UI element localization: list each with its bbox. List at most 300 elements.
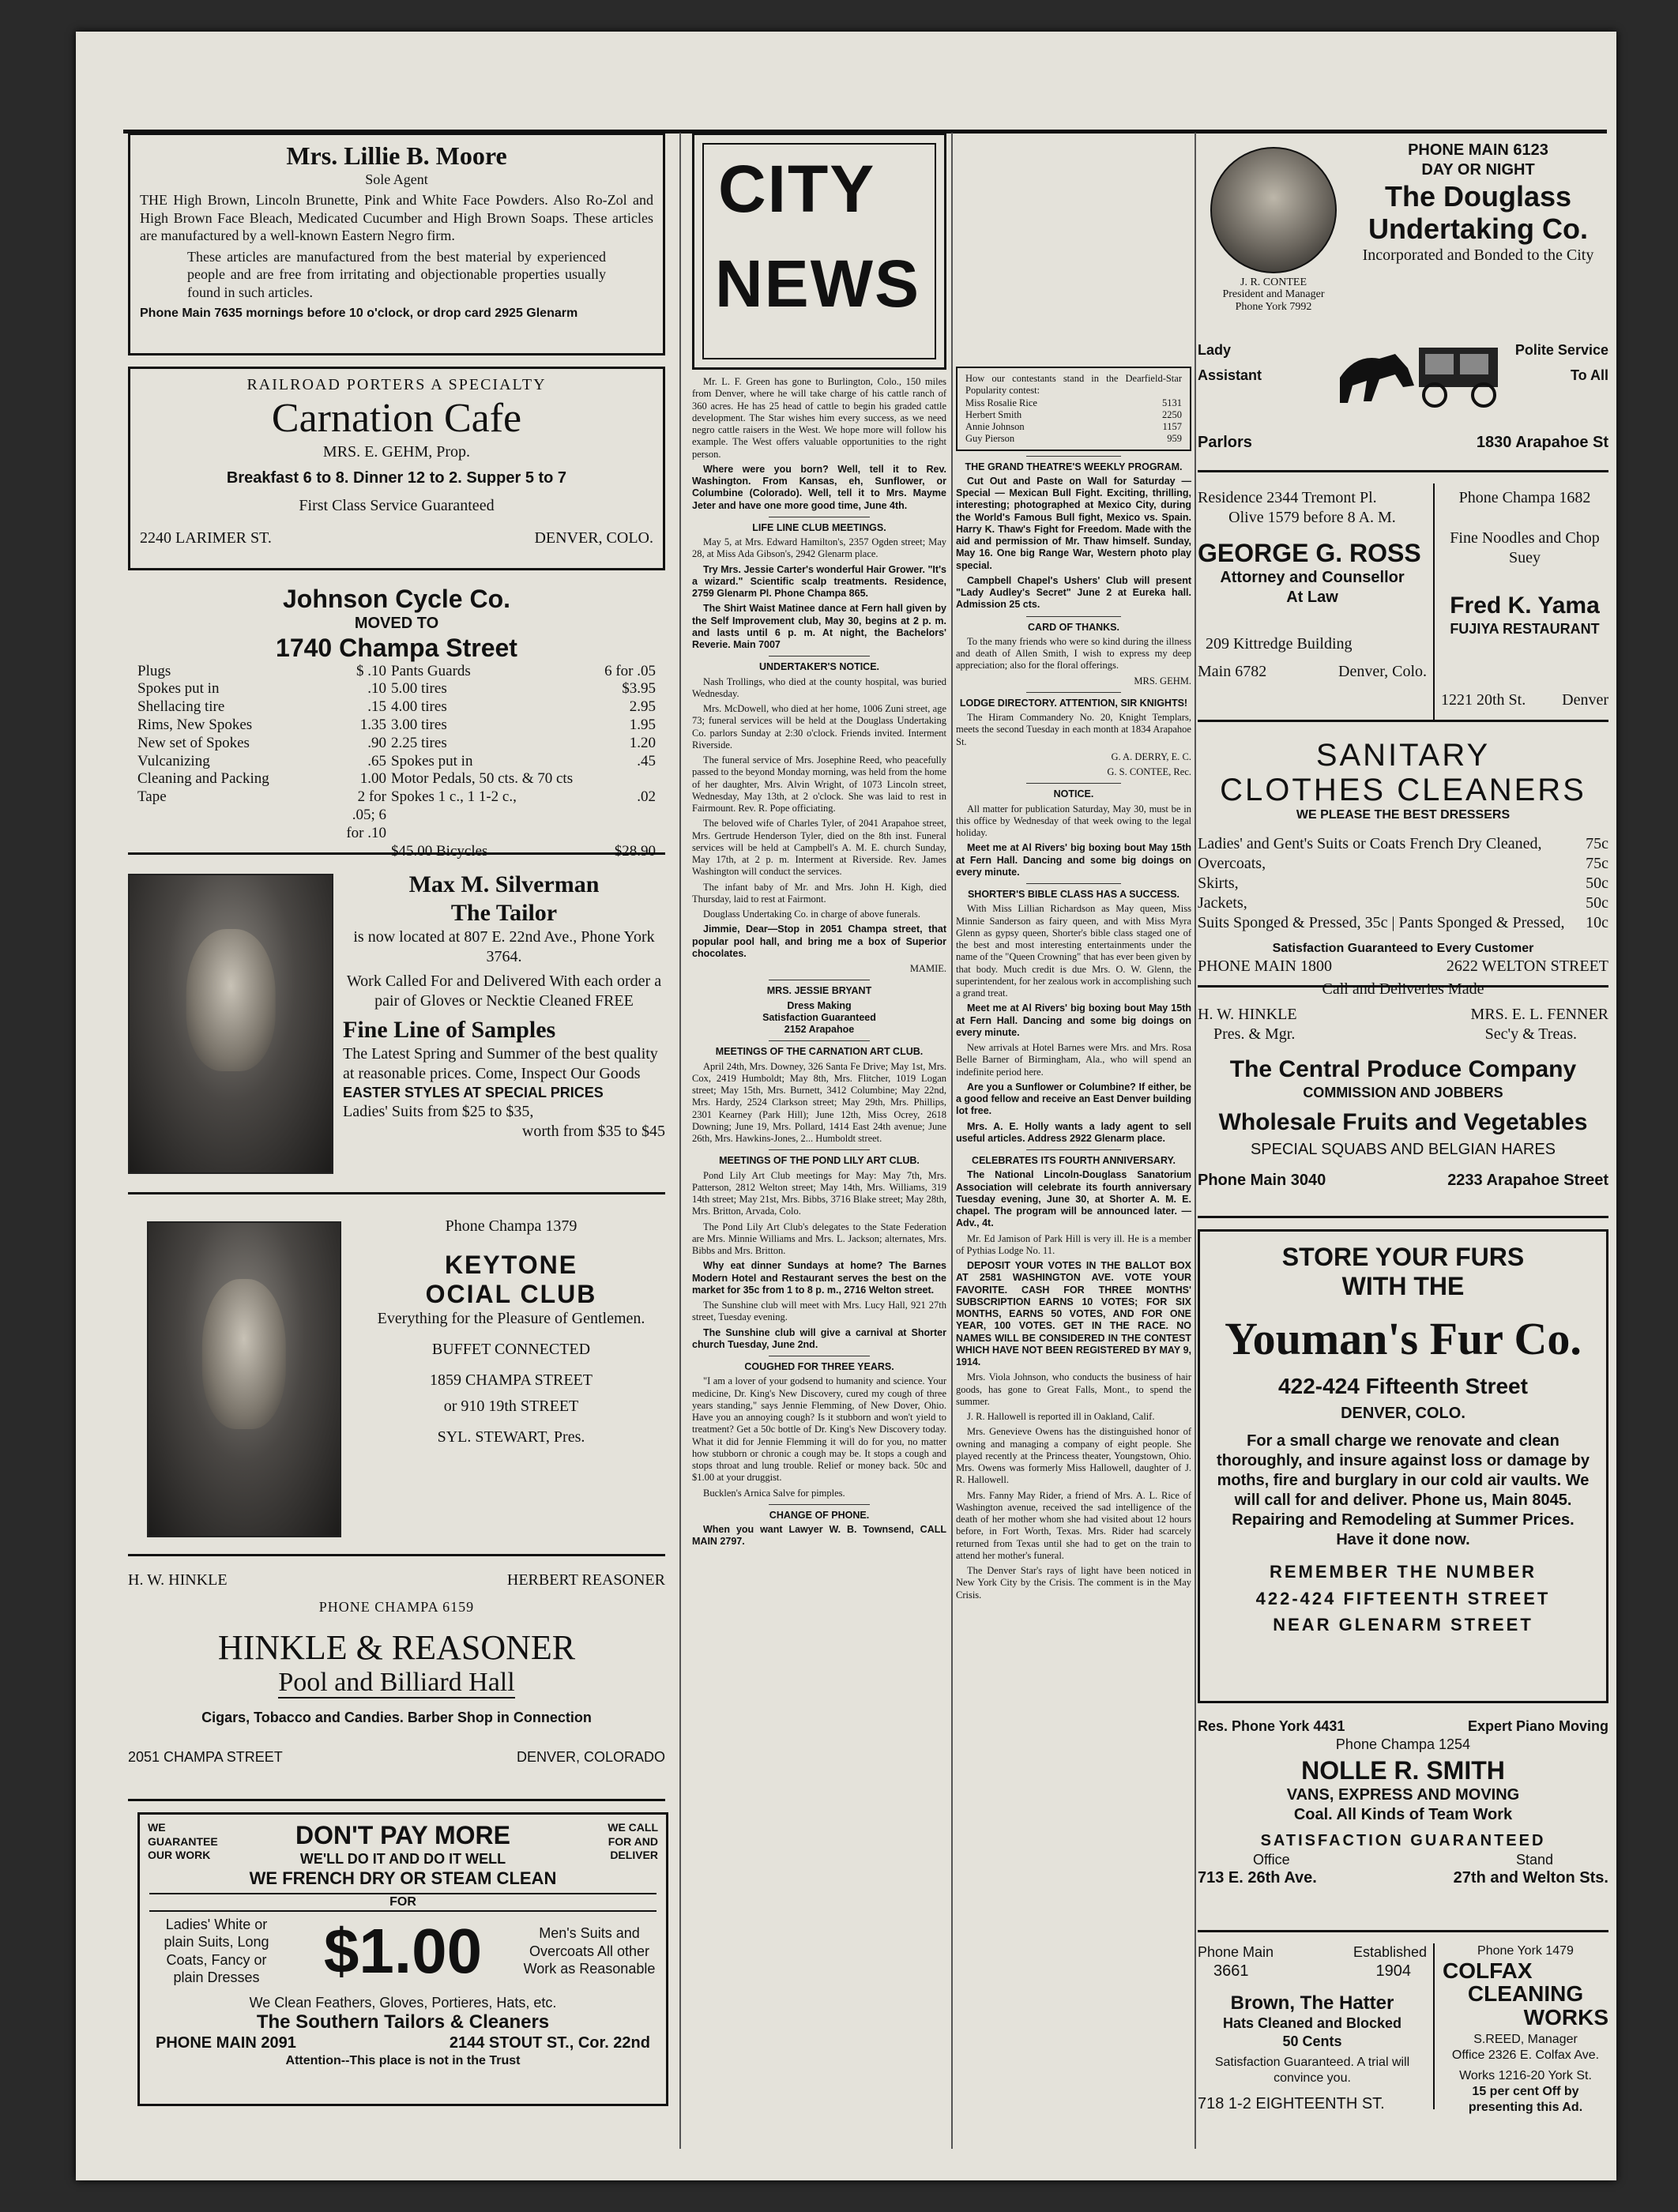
news-heading: LODGE DIRECTORY. ATTENTION, SIR KNIGHTS!: [959, 697, 1188, 709]
keytone-portrait: [147, 1221, 341, 1537]
hinkle-city: DENVER, COLORADO: [516, 1749, 665, 1765]
ross-attorney: Attorney and Counsellor: [1220, 568, 1405, 586]
news-item: Meet me at Al Rivers' big boxing bout May 15th at Fern Hall. Dancing and some big doings on every minute.: [956, 1003, 1191, 1038]
produce-address: 2233 Arapahoe Street: [1447, 1171, 1608, 1189]
douglass-incorporated: Incorporated and Bonded to the City: [1362, 246, 1594, 264]
southern-for: FOR: [149, 1893, 657, 1912]
ross-name: GEORGE G. ROSS: [1198, 539, 1421, 567]
southern-feathers: We Clean Feathers, Gloves, Portieres, Hats, etc.: [249, 1994, 557, 2011]
douglass-parlors: Parlors: [1198, 434, 1252, 451]
silverman-location: is now located at 807 E. 22nd Ave., Phone York 3764.: [353, 928, 655, 965]
brown-phone: Phone Main: [1198, 1944, 1274, 1960]
douglass-name-1: The Douglass: [1384, 180, 1572, 213]
news-item: The Denver Star's rays of light have been noticed in New York City by the Crisis. The comment is in the May Crisis.: [956, 1565, 1191, 1601]
sanitary-address: 2622 WELTON STREET: [1446, 957, 1608, 975]
johnson-price-list: [137, 663, 656, 861]
douglass-lady: Lady: [1198, 342, 1232, 358]
news-line: Dress Making: [787, 999, 852, 1011]
douglass-to-all: To All: [1571, 367, 1608, 383]
news-line: Satisfaction Guaranteed: [762, 1011, 876, 1023]
produce-pres: H. W. HINKLE: [1198, 1006, 1297, 1023]
city-news-word-news: NEWS: [715, 246, 920, 321]
price-item-label: Shellacing tire: [137, 698, 225, 716]
ross-ad: [1198, 483, 1435, 720]
news-item: Jimmie, Dear—Stop in 2051 Champa street, that popular pool hall, and bring me a box of Superior chocolates.: [692, 924, 946, 959]
news-item: The beloved wife of Charles Tyler, of 2041 Arapahoe street, Mrs. Gertrude Henderson Tyler, died on the 8th inst. Funeral services will be held at Campbell's A. M. E. church Sunday, May 17th, at 2 p. m. Interment at Riverside. Rev. James Washington will conduct the services.: [692, 818, 946, 878]
news-item: The infant baby of Mr. and Mrs. John H. Kigh, died Thursday, laid to rest at Fairmont.: [692, 881, 946, 905]
yama-phone: Phone Champa 1682: [1458, 489, 1591, 506]
news-item: Mr. L. F. Green has gone to Burlington, Colo., 150 miles from Denver, where he will take charge of his cattle ranch of 360 acres. He has 25 head of cattle to begin his graded cattle development. The Star wishes him every success, as we need negro cattle raisers in the West. We hope more will follow his example. The West offers valuable opportunities to the right person.: [692, 376, 946, 460]
silverman-ad: [128, 866, 665, 1194]
hinkle-reasoner-ad: [128, 1567, 665, 1801]
news-line: 2152 Arapahoe: [784, 1024, 855, 1035]
city-news-masthead: [692, 133, 946, 370]
contest-box: [956, 367, 1191, 451]
smith-name: NOLLE R. SMITH: [1301, 1756, 1505, 1785]
price-item-value: $ .10: [356, 662, 386, 679]
news-heading: MEETINGS OF THE CARNATION ART CLUB.: [715, 1046, 924, 1058]
colfax-name-1: COLFAX: [1443, 1958, 1533, 1983]
sanitary-price-row: [1198, 913, 1608, 933]
price-item-value: 1.20: [629, 734, 656, 751]
moore-phone: Phone Main 7635 mornings before 10 o'clock, or drop card 2925 Glenarm: [140, 307, 578, 321]
southern-well: WE'LL DO IT AND DO IT WELL: [299, 1850, 506, 1867]
brown-year: 1904: [1375, 1962, 1411, 1980]
news-item: Douglass Undertaking Co. in charge of above funerals.: [703, 908, 921, 920]
colfax-cleaning-ad: [1435, 1943, 1608, 2115]
contestant-votes: 5131: [1162, 397, 1182, 408]
contestant-name: Miss Rosalie Rice: [965, 397, 1037, 408]
carnation-name: Carnation Cafe: [271, 396, 522, 441]
smith-residence: Res. Phone York 4431: [1198, 1718, 1345, 1734]
news-item: J. R. Hallowell is reported ill in Oakland, Calif.: [967, 1411, 1155, 1422]
carnation-address: 2240 LARIMER ST.: [140, 529, 272, 547]
sanitary-price-row: [1198, 893, 1608, 913]
produce-secy-title: Sec'y & Treas.: [1484, 1025, 1577, 1043]
sanitary-price-row: [1198, 834, 1608, 854]
ross-city: Denver, Colo.: [1338, 662, 1427, 680]
price-item-value: .02: [637, 788, 656, 806]
news-item: The Shirt Waist Matinee dance at Fern hall given by the Self Improvement club, May 30, begins at 2 p. m. and lasts until 6 p. m. At night, the Bachelors' Reverie. Main 7007: [692, 603, 946, 650]
youman-fur-ad: [1198, 1229, 1608, 1703]
price-item-value: 2 for .05; 6 for .10: [346, 788, 386, 841]
southern-name: The Southern Tailors & Cleaners: [256, 2011, 550, 2033]
news-item: With Miss Lillian Richardson as May queen, Miss Minnie Sanderson as fairy queen, and with Miss Myra Glenn as gypsy queen, Shorter's bible class staged one of the best and most interesting entertainments under the name of the "Queen Crowning" that has ever been given by that body. Much credit is due Mrs. O. W. Glenn, the superintendent, for her zealous work in accomplishing such a grand treat.: [956, 903, 1191, 999]
yama-name: Fred K. Yama: [1450, 592, 1600, 619]
youman-heading-1: STORE YOUR FURS: [1281, 1243, 1525, 1271]
brown-hats: Hats Cleaned and Blocked: [1222, 2015, 1402, 2032]
price-item-value: $28.90: [614, 842, 656, 860]
southern-guarantee: WE GUARANTEE OUR WORK: [148, 1821, 218, 1861]
sanitary-item: Skirts,: [1198, 875, 1239, 892]
youman-repair: Repairing and Remodeling at Summer Prices. Have it done now.: [1232, 1511, 1575, 1549]
news-item: The Sunshine club will meet with Mrs. Lucy Hall, 921 27th street, Tuesday evening.: [692, 1300, 946, 1323]
price-item-label: 4.00 tires: [391, 698, 447, 716]
johnson-cycle-ad: [128, 581, 665, 860]
city-news-word-city: CITY: [718, 152, 876, 226]
news-signature: G. A. DERRY, E. C.: [1111, 750, 1191, 762]
contee-phone: Phone York 7992: [1235, 300, 1312, 313]
youman-body: For a small charge we renovate and clean thoroughly, and insure against loss or damage by moths, fire and burglary in our cold air vaults. We will call for and deliver. Phone us, Main 8045.: [1217, 1432, 1590, 1510]
news-signature: MAMIE.: [909, 963, 946, 974]
keytone-tagline: Everything for the Pleasure of Gentlemen.: [377, 1309, 645, 1327]
silverman-samples: Fine Line of Samples: [343, 1017, 556, 1043]
price-item-value: 2.95: [629, 698, 656, 716]
sanitary-heading-2: CLOTHES CLEANERS: [1220, 773, 1586, 807]
price-item-value: 1.95: [629, 716, 656, 733]
sanitary-item: Jackets,: [1198, 894, 1247, 912]
news-divider: [769, 1504, 871, 1505]
brown-established: Established: [1353, 1944, 1427, 1960]
douglass-address: 1830 Arapahoe St: [1476, 434, 1608, 451]
smith-office: Office: [1253, 1851, 1290, 1868]
hinkle-name: H. W. HINKLE: [128, 1571, 228, 1589]
news-item: Where were you born? Well, tell it to Rev. Washington. From Kansas, eh, Sunflower, or Columbine (Colorado). Well, tell it to Mrs. Mayme Jeter and have one more good time, June 4th.: [692, 463, 946, 511]
colfax-phone: Phone York 1479: [1477, 1944, 1574, 1958]
price-item-label: Cleaning and Packing: [137, 770, 269, 788]
news-item: Mrs. Genevieve Owens has the distinguished honor of owning and managing a company of eight people. She played recently at the Princess theater, Youngstown, Ohio. Mrs. Owens was formerly Miss Hallowell, daughter of J. R. Hallowell.: [956, 1426, 1191, 1486]
douglass-assistant: Assistant: [1198, 367, 1262, 383]
news-item: The Hiram Commandery No. 20, Knight Templars, meets the second Tuesday in each month at 1834 Arapahoe St.: [956, 712, 1191, 747]
silverman-name: Max M. Silverman: [408, 871, 600, 897]
news-divider: [1026, 456, 1120, 457]
news-divider: [1026, 692, 1120, 693]
youman-number: 422-424 FIFTEENTH STREET: [1255, 1588, 1551, 1608]
moore-body: THE High Brown, Lincoln Brunette, Pink and White Face Powders. Also Ro-Zol and High Brown Face Bleach, Medicated Cucumber and High Brown Soaps. These articles are manufactured by a well-known Eastern Negro firm.: [140, 192, 653, 244]
smith-stand-address: 27th and Welton Sts.: [1453, 1869, 1608, 1887]
news-item: Meet me at Al Rivers' big boxing bout May 15th at Fern Hall. Dancing and some big doings on every minute.: [956, 842, 1191, 878]
moore-ad: [128, 133, 665, 356]
ross-yama-ad: [1198, 483, 1608, 722]
hearse-illustration: [1332, 330, 1506, 409]
southern-deliver: WE CALL FOR AND DELIVER: [608, 1821, 658, 1861]
keytone-name: KEYTONE: [444, 1251, 578, 1279]
colfax-office: Office 2326 E. Colfax Ave.: [1451, 2048, 1600, 2063]
news-heading: CELEBRATES ITS FOURTH ANNIVERSARY.: [972, 1155, 1176, 1166]
silverman-latest: The Latest Spring and Summer of the best quality at reasonable prices. Come, Inspect Our Goods: [343, 1045, 658, 1082]
produce-wholesale: Wholesale Fruits and Vegetables: [1218, 1108, 1588, 1135]
southern-ladies: Ladies' White or plain Suits, Long Coats, Fancy or plain Dresses: [164, 1916, 269, 1986]
sanitary-phone: PHONE MAIN 1800: [1198, 957, 1332, 975]
sanitary-heading-1: SANITARY: [1315, 738, 1491, 773]
price-item-label: 3.00 tires: [391, 716, 447, 733]
right-ad-column: [1198, 133, 1608, 2149]
carnation-service: First Class Service Guaranteed: [299, 496, 495, 514]
sanitary-deliveries: Call and Deliveries Made: [1322, 980, 1484, 998]
price-item-value: 1.35: [359, 716, 386, 733]
news-heading: UNDERTAKER'S NOTICE.: [758, 661, 880, 673]
news-item: Campbell Chapel's Ushers' Club will present "Lady Audley's Secret" June 2 at Eureka hall. Admission 25 cts.: [956, 574, 1191, 611]
news-heading: LIFE LINE CLUB MEETINGS.: [752, 521, 886, 533]
brown-address: 718 1-2 EIGHTEENTH ST.: [1198, 2095, 1385, 2113]
contestant-votes: 1157: [1162, 420, 1182, 432]
price-item-value: 1.00: [359, 770, 386, 788]
price-item-value: 6 for .05: [604, 662, 656, 679]
produce-phone: Phone Main 3040: [1198, 1171, 1326, 1189]
column-rule: [1195, 133, 1196, 2149]
price-item-label: Plugs: [137, 662, 171, 679]
price-item-label: Rims, New Spokes: [137, 716, 253, 733]
news-item: When you want Lawyer W. B. Townsend, CALL MAIN 2797.: [692, 1524, 946, 1548]
yama-ad: [1435, 483, 1608, 720]
youman-heading-2: WITH THE: [1341, 1271, 1465, 1300]
colfax-name-2: CLEANING: [1467, 1981, 1584, 2007]
news-item: To the many friends who were so kind during the illness and death of Allen Smith, I wish to express my deep appreciation; also for the floral offerings.: [956, 635, 1191, 672]
news-item: The Pond Lily Art Club's delegates to the State Federation are Mrs. Minnie Williams and Mrs. L. Jackson; alternates, Mrs. Bibbs and Mrs. Britton.: [692, 1221, 946, 1256]
ross-main: Main 6782: [1198, 662, 1267, 680]
sanitary-satisfaction: Satisfaction Guaranteed to Every Customer: [1272, 942, 1534, 955]
smith-office-address: 713 E. 26th Ave.: [1198, 1869, 1317, 1887]
contestant-votes: 959: [1167, 432, 1182, 444]
southern-headline: DON'T PAY MORE: [295, 1821, 510, 1849]
colfax-manager: S.REED, Manager: [1473, 2033, 1578, 2047]
douglass-ad: [1198, 133, 1608, 472]
sanitary-item: Suits Sponged & Pressed, 35c | Pants Sponged & Pressed,: [1198, 914, 1565, 931]
contee-role: President and Manager: [1222, 288, 1325, 301]
keytone-address-2: or 910 19th STREET: [443, 1397, 579, 1415]
sanitary-price-list: [1198, 834, 1608, 933]
price-item-value: [593, 770, 656, 788]
news-item: New arrivals at Hotel Barnes were Mrs. and Mrs. Rosa Belle Barner of Birmingham, Ala., who will spend an indefinite period here.: [956, 1042, 1191, 1078]
nolle-smith-ad: [1198, 1714, 1608, 1932]
southern-phone: PHONE MAIN 2091: [156, 2034, 296, 2052]
colfax-name-3: WORKS: [1523, 2004, 1608, 2030]
southern-trust: Attention--This place is not in the Trust: [285, 2054, 521, 2068]
price-item-value: .65: [367, 752, 386, 769]
smith-champa: Phone Champa 1254: [1335, 1736, 1471, 1752]
hinkle-hall-text: Pool and Billiard Hall: [278, 1667, 515, 1697]
produce-name: The Central Produce Company: [1229, 1056, 1577, 1082]
price-item-label: Pants Guards: [391, 662, 471, 679]
news-item: Mrs. A. E. Holly wants a lady agent to sell useful articles. Address 2922 Glenarm place.: [956, 1120, 1191, 1144]
news-item: May 5, at Mrs. Edward Hamilton's, 2357 Ogden street; May 28, at Miss Ada Gibson's, 2942 Glenarm place.: [692, 536, 946, 560]
carnation-cafe-ad: [128, 367, 665, 570]
news-item: The Sunshine club will give a carnival at Shorter church Tuesday, June 2nd.: [692, 1326, 946, 1350]
news-divider: [769, 1149, 871, 1150]
news-item: "I am a lover of your godsend to humanity and science. Your medicine, Dr. King's New Discovery, cured my cough of three years standing," says Jennie Flemming, of New Dover, Ohio. Have you an annoying cough? Is it stubborn and won't yield to treatment? Get a 50c bottle of Dr. King's New Discovery today. What it did for Jennie Flemming it will do for you, no matter how stubborn or chronic a cough may be. It stops a cough and stops throat and lung trouble. Relief or money back. 50c and $1.00 at your druggist.: [692, 1375, 946, 1484]
douglass-day: DAY OR NIGHT: [1421, 161, 1535, 179]
central-produce-ad: [1198, 999, 1608, 1218]
news-divider: [1026, 783, 1120, 784]
contee-portrait: [1210, 147, 1337, 273]
hinkle-cigars: Cigars, Tobacco and Candies. Barber Shop in Connection: [201, 1709, 592, 1725]
smith-stand: Stand: [1515, 1851, 1553, 1868]
contest-table: [965, 397, 1182, 445]
keytone-president: SYL. STEWART, Pres.: [437, 1428, 585, 1446]
contestant-name: Annie Johnson: [965, 420, 1025, 432]
newspaper-page: [76, 32, 1616, 2180]
price-item-label: Spokes put in: [391, 752, 473, 769]
news-item: All matter for publication Saturday, May 30, must be in this office by Wednesday of that week owing to the legal holiday.: [956, 803, 1191, 838]
column-rule: [951, 133, 953, 2149]
price-item-value: [339, 843, 386, 861]
johnson-name: Johnson Cycle Co.: [282, 585, 511, 613]
colfax-works: Works 1216-20 York St.: [1459, 2069, 1592, 2083]
news-divider: [769, 1040, 871, 1041]
price-item-value: $3.95: [622, 680, 656, 698]
news-item: Mrs. Fanny May Rider, a friend of Mrs. A. L. Rice of Washington avenue, received the sad intelligence of the death of her mother whom she had visited about 12 hours before, in Fort Worth, Texas. Mrs. Rider had scarcely returned from Texas until she had to get on the train to attend her mother's funeral.: [956, 1489, 1191, 1561]
youman-street: 422-424 Fifteenth Street: [1278, 1373, 1528, 1398]
price-item-value: .15: [367, 698, 386, 716]
sanitary-price: 50c: [1586, 894, 1608, 912]
sanitary-item: Ladies' and Gent's Suits or Coats French Dry Cleaned,: [1198, 835, 1542, 852]
news-heading: COUGHED FOR THREE YEARS.: [744, 1361, 894, 1372]
moore-role: Sole Agent: [365, 171, 428, 187]
brown-colfax-ad: [1198, 1943, 1608, 2115]
southern-price: $1.00: [323, 1915, 483, 1986]
contee-name: J. R. CONTEE: [1240, 276, 1307, 288]
price-item-value: .90: [367, 734, 386, 751]
douglass-name-2: Undertaking Co.: [1368, 213, 1588, 246]
moore-body-2: These articles are manufactured from the best material by experienced people and are free from irritating and objectionable properties usually found in such articles.: [187, 248, 606, 300]
silverman-work: Work Called For and Delivered With each order a pair of Gloves or Necktie Cleaned FREE: [346, 972, 662, 1010]
smith-coal: Coal. All Kinds of Team Work: [1293, 1805, 1513, 1823]
silverman-title: The Tailor: [450, 900, 558, 926]
news-items-a: [692, 376, 946, 1548]
ross-residence: Residence 2344 Tremont Pl.: [1198, 489, 1377, 506]
news-item: Mrs. McDowell, who died at her home, 1006 Zuni street, age 73; funeral services will be held at the Douglass Undertaking Co. parlors Sunday at 2:30 o'clock. Friends invited. Interment Riverside.: [692, 703, 946, 750]
city-news-column-2: [956, 133, 1191, 2149]
hinkle-address: 2051 CHAMPA STREET: [128, 1749, 283, 1765]
youman-near: NEAR GLENARM STREET: [1273, 1615, 1533, 1635]
price-item-label: $45.00 Bicycles: [391, 842, 488, 860]
sanitary-price-row: [1198, 874, 1608, 893]
news-item: Are you a Sunflower or Columbine? If either, be a good fellow and receive an East Denver building lot free.: [956, 1081, 1191, 1117]
news-item: Try Mrs. Jessie Carter's wonderful Hair Grower. "It's a wizard." Scientific scalp treatments. Residence, 2759 Glenarm Pl. Phone Champa 865.: [692, 563, 946, 599]
news-heading: THE GRAND THEATRE'S WEEKLY PROGRAM.: [965, 461, 1183, 472]
silverman-suits: Ladies' Suits from $25 to $35,: [343, 1102, 534, 1120]
smith-vans: VANS, EXPRESS AND MOVING: [1286, 1785, 1520, 1804]
brown-name: Brown, The Hatter: [1230, 1992, 1394, 2014]
contest-intro: How our contestants stand in the Dearfield-Star Popularity contest:: [965, 373, 1182, 397]
news-divider: [1026, 1149, 1120, 1150]
keytone-club: OCIAL CLUB: [425, 1279, 597, 1308]
news-heading: MRS. JESSIE BRYANT: [766, 985, 872, 997]
smith-piano: Expert Piano Moving: [1467, 1718, 1608, 1734]
news-item: Mrs. Viola Johnson, who conducts the business of hair goods, has gone to Great Falls, Mont., to spend the summer.: [956, 1371, 1191, 1407]
reasoner-name: HERBERT REASONER: [506, 1571, 665, 1589]
news-heading: CHANGE OF PHONE.: [769, 1509, 870, 1521]
news-item: Pond Lily Art Club meetings for May: May 7th, Mrs. Patterson, 2812 Welton street; May 14th, Mrs. Williams, 319 14th street; May 21st, Mrs. Bibbs, 3716 Blake street; May 28th, Mrs. Britton, Arvada, Colo.: [692, 1169, 946, 1217]
keytone-phone: Phone Champa 1379: [445, 1217, 578, 1235]
hinkle-reasoner-title: HINKLE & REASONER: [217, 1627, 576, 1667]
douglass-polite: Polite Service: [1514, 342, 1608, 358]
column-rule: [679, 133, 681, 2149]
southern-address: 2144 STOUT ST., Cor. 22nd: [449, 2034, 650, 2052]
brown-number: 3661: [1213, 1962, 1249, 1980]
johnson-street: 1740 Champa Street: [276, 633, 517, 662]
johnson-moved: MOVED TO: [354, 614, 439, 632]
price-item-label: Motor Pedals, 50 cts. & 70 cts: [391, 770, 574, 788]
yama-address: 1221 20th St.: [1441, 690, 1526, 709]
sanitary-price-row: [1198, 854, 1608, 874]
news-divider: [1026, 883, 1120, 884]
price-item-label: 2.25 tires: [391, 734, 447, 751]
silverman-easter: EASTER STYLES AT SPECIAL PRICES: [343, 1085, 604, 1100]
sanitary-price: 10c: [1586, 914, 1608, 931]
sanitary-item: Overcoats,: [1198, 855, 1266, 872]
news-item: April 24th, Mrs. Downey, 326 Santa Fe Drive; May 1st, Mrs. Cox, 2419 Humboldt; May 8th, Mrs. Flitcher, 1019 Logan street; May 15th, Mrs. Burnett, 3412 Columbine; May 22nd, Mrs. Hardy, 2524 Clarkson street; May 29th, Mrs. Phillips, 2301 Kearney (Park Hill); June 12th, Miss Ocrey, 2618 Downing; June 19, Mrs. Pollard, 1414 East 24th avenue; June 26th, Mrs. Hawkins-Jones, 2... Humboldt street.: [692, 1060, 946, 1144]
douglass-phone: PHONE MAIN 6123: [1408, 141, 1548, 159]
youman-remember: REMEMBER THE NUMBER: [1269, 1562, 1537, 1582]
youman-name: Youman's Fur Co.: [1225, 1312, 1582, 1364]
ross-building: 209 Kittredge Building: [1206, 634, 1353, 653]
southern-mens: Men's Suits and Overcoats All other Work as Reasonable: [523, 1925, 656, 1977]
news-item: The funeral service of Mrs. Josephine Reed, who peacefully passed to the beyond Monday morning, was held from the home of her daughter, Mrs. Alvin Wright, of 1073 Lincoln street, Wednesday, May 13th, at 2 o'clock. She was laid to rest in Fairmount. Rev. R. Pope officiating.: [692, 754, 946, 814]
ross-at-law: At Law: [1286, 588, 1338, 606]
produce-pres-title: Pres. & Mgr.: [1213, 1025, 1296, 1043]
silverman-portrait: [128, 874, 333, 1174]
news-signature: MRS. GEHM.: [1134, 675, 1191, 687]
price-item-value: .10: [367, 680, 386, 698]
left-ad-column: [128, 133, 665, 2149]
sanitary-cleaners-ad: [1198, 733, 1608, 998]
news-divider: [1026, 616, 1120, 617]
contest-row: [965, 433, 1182, 445]
hinkle-phone: PHONE CHAMPA 6159: [318, 1599, 475, 1615]
yama-restaurant: FUJIYA RESTAURANT: [1450, 621, 1600, 637]
southern-french: WE FRENCH DRY OR STEAM CLEAN: [249, 1868, 557, 1889]
city-news-column-1: [692, 133, 946, 2149]
yama-city: Denver: [1562, 690, 1608, 709]
news-heading: SHORTER'S BIBLE CLASS HAS A SUCCESS.: [967, 889, 1180, 900]
keytone-address-1: 1859 CHAMPA STREET: [430, 1371, 593, 1389]
price-item-label: Spokes put in: [137, 680, 220, 698]
contestant-votes: 2250: [1162, 408, 1182, 420]
news-items-b: [956, 456, 1191, 1601]
news-item: Mr. Ed Jamison of Park Hill is very ill. He is a member of Pythias Lodge No. 11.: [956, 1232, 1191, 1256]
keytone-ad: [128, 1206, 665, 1556]
carnation-banner: RAILROAD PORTERS A SPECIALTY: [246, 376, 547, 393]
carnation-prop: MRS. E. GEHM, Prop.: [322, 442, 471, 461]
price-item-value: .45: [637, 752, 656, 769]
brown-satisfaction: Satisfaction Guaranteed. A trial will convince you.: [1214, 2056, 1410, 2086]
news-signature: G. S. CONTEE, Rec.: [1107, 766, 1191, 777]
price-item-label: Vulcanizing: [137, 752, 210, 769]
contee-caption: [1210, 276, 1337, 313]
contest-row: [965, 397, 1182, 409]
contestant-name: Herbert Smith: [965, 408, 1022, 420]
contest-row: [965, 421, 1182, 433]
price-item-label: Tape: [137, 788, 167, 806]
yama-noodles: Fine Noodles and Chop Suey: [1450, 529, 1600, 566]
keytone-buffet: BUFFET CONNECTED: [431, 1340, 591, 1358]
news-item: The National Lincoln-Douglass Sanatorium Association will celebrate its fourth anniversary Tuesday evening, June 30, at Shorter A. M. E. chapel. The program will be announced later. —Adv., 4t.: [956, 1169, 1191, 1229]
news-item: Cut Out and Paste on Wall for Saturday — Special — Mexican Bull Fight. Exciting, thrilling, interesting; photographed at Mexico City, during the World's Famous Bull fight, Mexico vs. Spain. Harry K. Thaw's Fight for Freedom. Made with the aid and permission of Mr. Thaw himself. Sunday, May 16. One big Range War, Western photo play special.: [956, 475, 1191, 571]
price-item-label: [137, 843, 334, 861]
colfax-discount: 15 per cent Off by presenting this Ad.: [1468, 2085, 1583, 2115]
news-item: Why eat dinner Sundays at home? The Barnes Modern Hotel and Restaurant serves the best on the market for 35c from 1 to 8 p. m., 2716 Welton street.: [692, 1260, 946, 1296]
smith-satisfaction: SATISFACTION GUARANTEED: [1260, 1831, 1546, 1849]
ross-olive: Olive 1579 before 8 A. M.: [1228, 509, 1396, 526]
news-item: Nash Trollings, who died at the county hospital, was buried Wednesday.: [692, 675, 946, 699]
sanitary-tagline: WE PLEASE THE BEST DRESSERS: [1296, 808, 1511, 822]
contestant-name: Guy Pierson: [965, 432, 1015, 444]
news-heading: NOTICE.: [1053, 788, 1094, 800]
news-item: Bucklen's Arnica Salve for pimples.: [703, 1487, 845, 1499]
moore-name: Mrs. Lillie B. Moore: [286, 141, 507, 170]
brown-cents: 50 Cents: [1282, 2033, 1342, 2049]
sanitary-price: 50c: [1586, 875, 1608, 892]
hinkle-hall: [128, 1668, 665, 1698]
news-item: DEPOSIT YOUR VOTES IN THE BALLOT BOX AT 2581 WASHINGTON AVE. VOTE YOUR FAVORITE. CASH FOR THREE MONTHS' SUBSCRIPTION EARNS 10 VOTES; FOR SIX MONTHS, EARNS 50 VOTES, AND FOR ONE YEAR, 100 VOTES. GET IN THE RACE. NO NAMES WILL BE CONSIDERED IN THE CONTEST WHICH HAVE NOT BEEN REGISTERED BY MAY 9, 1914.: [956, 1260, 1191, 1367]
carnation-hours: Breakfast 6 to 8. Dinner 12 to 2. Supper 5 to 7: [226, 468, 567, 487]
produce-commission: COMMISSION AND JOBBERS: [1303, 1085, 1503, 1100]
produce-squabs: SPECIAL SQUABS AND BELGIAN HARES: [1250, 1140, 1556, 1158]
brown-hatter-ad: [1198, 1943, 1435, 2113]
southern-tailors-ad: [137, 1812, 668, 2106]
sanitary-price: 75c: [1586, 855, 1608, 872]
